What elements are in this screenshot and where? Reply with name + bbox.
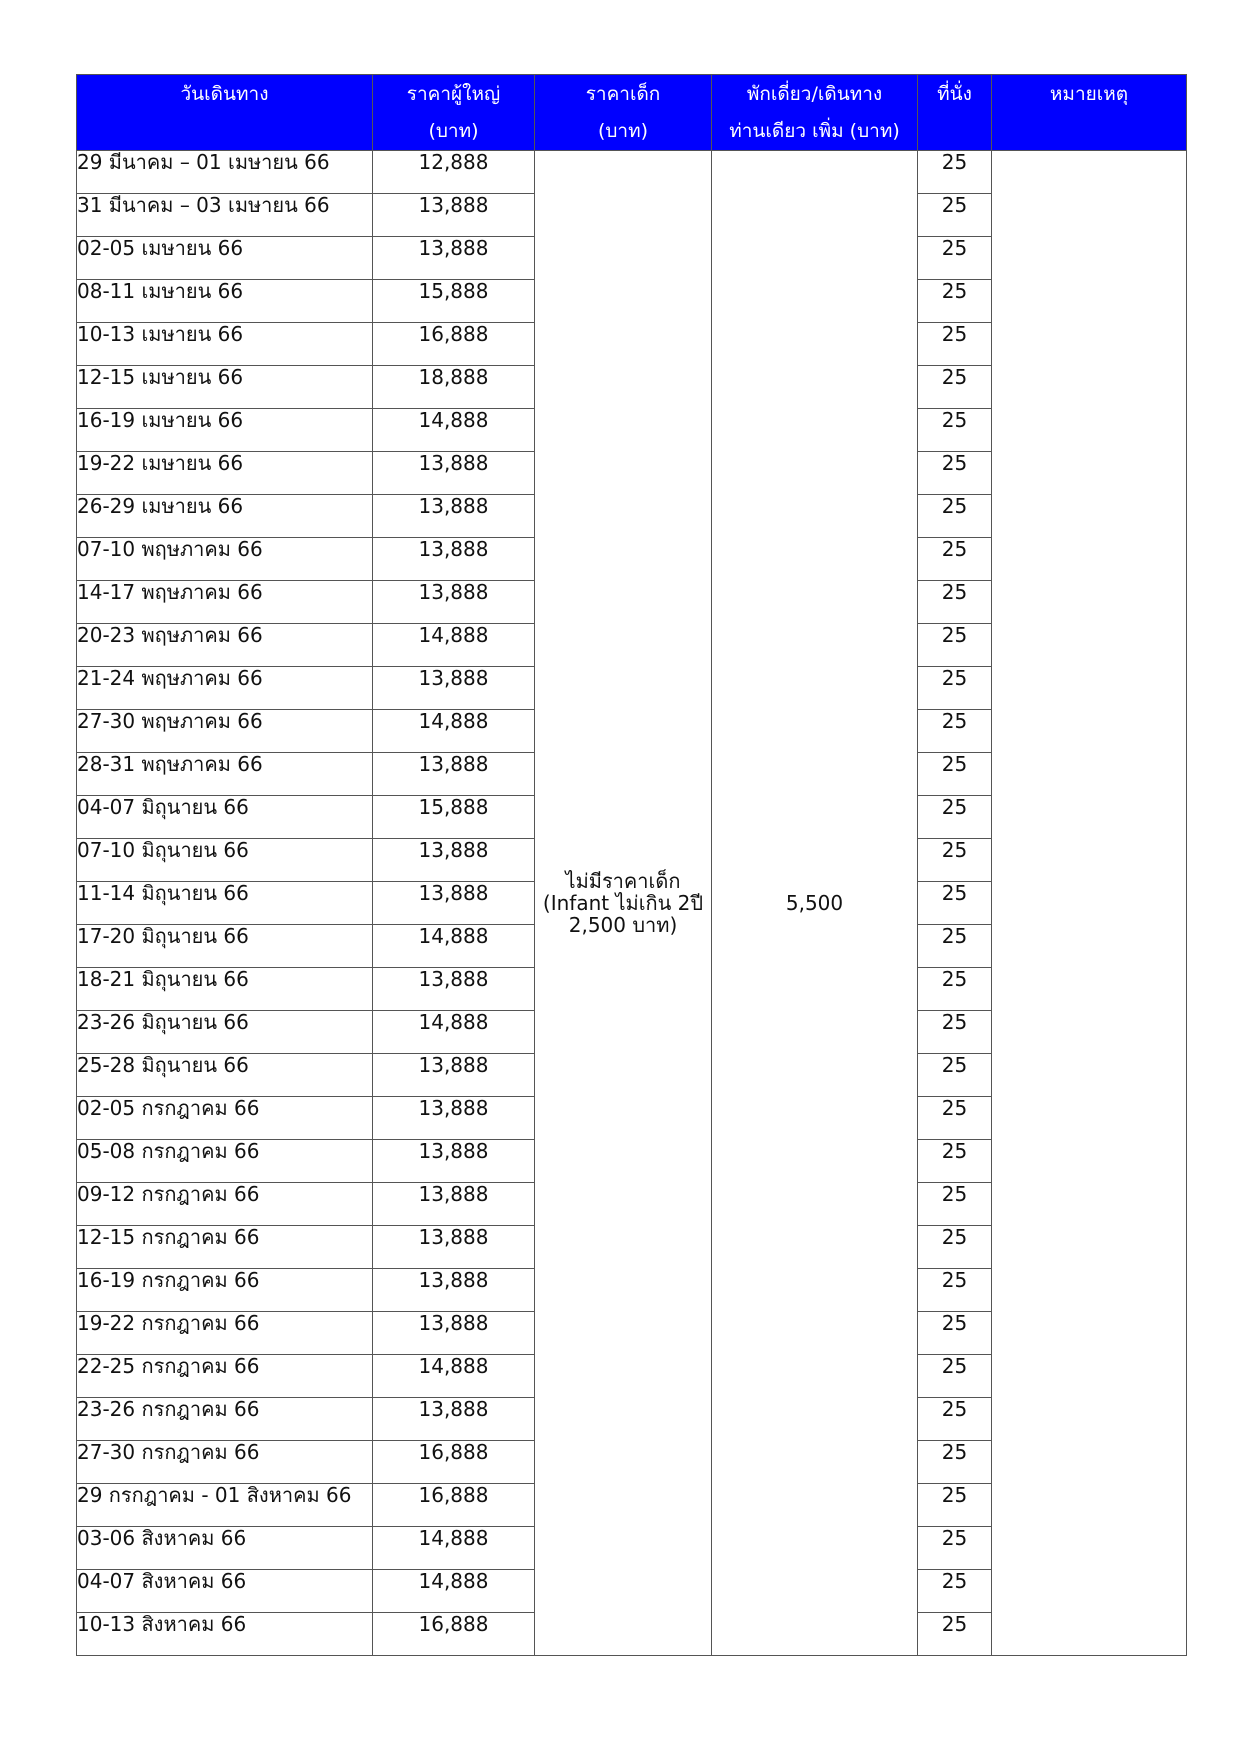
travel-date-cell: 02-05 เมษายน 66 bbox=[77, 237, 373, 280]
seats-cell: 25 bbox=[918, 409, 992, 452]
seats-cell: 25 bbox=[918, 237, 992, 280]
travel-date-cell: 09-12 กรกฎาคม 66 bbox=[77, 1183, 373, 1226]
header-row bbox=[77, 75, 1187, 151]
travel-date-cell: 19-22 กรกฎาคม 66 bbox=[77, 1312, 373, 1355]
seats-cell: 25 bbox=[918, 1613, 992, 1656]
adult-price-cell: 14,888 bbox=[373, 710, 535, 753]
header-single-supplement-line1: พักเดี่ยว/เดินทาง bbox=[746, 83, 883, 105]
travel-date-cell: 10-13 เมษายน 66 bbox=[77, 323, 373, 366]
seats-cell: 25 bbox=[918, 1097, 992, 1140]
adult-price-cell: 14,888 bbox=[373, 1527, 535, 1570]
header-single-supplement bbox=[712, 75, 918, 151]
header-travel-date bbox=[77, 75, 373, 151]
travel-date-cell: 05-08 กรกฎาคม 66 bbox=[77, 1140, 373, 1183]
header-seats bbox=[918, 75, 992, 151]
adult-price-cell: 13,888 bbox=[373, 581, 535, 624]
seats-cell: 25 bbox=[918, 452, 992, 495]
adult-price-cell: 13,888 bbox=[373, 538, 535, 581]
seats-cell: 25 bbox=[918, 1183, 992, 1226]
travel-date-cell: 16-19 กรกฎาคม 66 bbox=[77, 1269, 373, 1312]
travel-date-cell: 25-28 มิถุนายน 66 bbox=[77, 1054, 373, 1097]
adult-price-cell: 16,888 bbox=[373, 1441, 535, 1484]
adult-price-cell: 14,888 bbox=[373, 409, 535, 452]
child-price-cell bbox=[535, 151, 712, 1656]
travel-date-cell: 04-07 สิงหาคม 66 bbox=[77, 1570, 373, 1613]
travel-date-cell: 03-06 สิงหาคม 66 bbox=[77, 1527, 373, 1570]
header-adult-price-line2: (บาท) bbox=[428, 120, 479, 142]
adult-price-cell: 13,888 bbox=[373, 1054, 535, 1097]
seats-cell: 25 bbox=[918, 1269, 992, 1312]
seats-cell: 25 bbox=[918, 194, 992, 237]
travel-date-cell: 29 มีนาคม – 01 เมษายน 66 bbox=[77, 151, 373, 194]
header-seats-text: ที่นั่ง bbox=[937, 83, 972, 105]
seats-cell: 25 bbox=[918, 1570, 992, 1613]
header-child-price-line2: (บาท) bbox=[597, 120, 649, 142]
travel-date-cell: 26-29 เมษายน 66 bbox=[77, 495, 373, 538]
travel-date-cell: 22-25 กรกฎาคม 66 bbox=[77, 1355, 373, 1398]
travel-date-cell: 12-15 กรกฎาคม 66 bbox=[77, 1226, 373, 1269]
adult-price-cell: 13,888 bbox=[373, 1140, 535, 1183]
adult-price-cell: 12,888 bbox=[373, 151, 535, 194]
travel-date-cell: 31 มีนาคม – 03 เมษายน 66 bbox=[77, 194, 373, 237]
table-row bbox=[77, 151, 1187, 194]
header-remark-text: หมายเหตุ bbox=[1049, 83, 1129, 105]
travel-date-cell: 14-17 พฤษภาคม 66 bbox=[77, 581, 373, 624]
seats-cell: 25 bbox=[918, 1484, 992, 1527]
header-child-price bbox=[535, 75, 712, 151]
travel-date-cell: 07-10 มิถุนายน 66 bbox=[77, 839, 373, 882]
travel-date-cell: 02-05 กรกฎาคม 66 bbox=[77, 1097, 373, 1140]
seats-cell: 25 bbox=[918, 839, 992, 882]
seats-cell: 25 bbox=[918, 925, 992, 968]
adult-price-cell: 14,888 bbox=[373, 1570, 535, 1613]
adult-price-cell: 16,888 bbox=[373, 323, 535, 366]
travel-date-cell: 16-19 เมษายน 66 bbox=[77, 409, 373, 452]
adult-price-cell: 18,888 bbox=[373, 366, 535, 409]
seats-cell: 25 bbox=[918, 366, 992, 409]
adult-price-cell: 13,888 bbox=[373, 968, 535, 1011]
adult-price-cell: 13,888 bbox=[373, 495, 535, 538]
seats-cell: 25 bbox=[918, 1011, 992, 1054]
adult-price-cell: 13,888 bbox=[373, 1398, 535, 1441]
seats-cell: 25 bbox=[918, 796, 992, 839]
seats-cell: 25 bbox=[918, 1398, 992, 1441]
seats-cell: 25 bbox=[918, 1054, 992, 1097]
adult-price-cell: 13,888 bbox=[373, 237, 535, 280]
travel-date-cell: 18-21 มิถุนายน 66 bbox=[77, 968, 373, 1011]
seats-cell: 25 bbox=[918, 323, 992, 366]
adult-price-cell: 13,888 bbox=[373, 194, 535, 237]
seats-cell: 25 bbox=[918, 495, 992, 538]
seats-cell: 25 bbox=[918, 968, 992, 1011]
adult-price-cell: 13,888 bbox=[373, 667, 535, 710]
child-price-note-line: ไม่มีราคาเด็ก bbox=[565, 869, 681, 893]
seats-cell: 25 bbox=[918, 1527, 992, 1570]
price-table bbox=[76, 74, 1187, 1656]
seats-cell: 25 bbox=[918, 280, 992, 323]
travel-date-cell: 29 กรกฎาคม - 01 สิงหาคม 66 bbox=[77, 1484, 373, 1527]
seats-cell: 25 bbox=[918, 538, 992, 581]
adult-price-cell: 13,888 bbox=[373, 882, 535, 925]
seats-cell: 25 bbox=[918, 1355, 992, 1398]
header-child-price-line1: ราคาเด็ก bbox=[585, 83, 661, 105]
header-adult-price-line1: ราคาผู้ใหญ่ bbox=[406, 83, 501, 105]
adult-price-cell: 14,888 bbox=[373, 925, 535, 968]
travel-date-cell: 08-11 เมษายน 66 bbox=[77, 280, 373, 323]
travel-date-cell: 20-23 พฤษภาคม 66 bbox=[77, 624, 373, 667]
table-body bbox=[77, 151, 1187, 1656]
travel-date-cell: 27-30 กรกฎาคม 66 bbox=[77, 1441, 373, 1484]
adult-price-cell: 14,888 bbox=[373, 624, 535, 667]
seats-cell: 25 bbox=[918, 151, 992, 194]
header-single-supplement-line2: ท่านเดียว เพิ่ม (บาท) bbox=[729, 120, 900, 142]
adult-price-cell: 16,888 bbox=[373, 1484, 535, 1527]
seats-cell: 25 bbox=[918, 710, 992, 753]
table-header bbox=[77, 75, 1187, 151]
adult-price-cell: 16,888 bbox=[373, 1613, 535, 1656]
adult-price-cell: 13,888 bbox=[373, 1097, 535, 1140]
adult-price-cell: 15,888 bbox=[373, 796, 535, 839]
adult-price-cell: 13,888 bbox=[373, 753, 535, 796]
remark-cell bbox=[992, 151, 1187, 1656]
seats-cell: 25 bbox=[918, 1140, 992, 1183]
adult-price-cell: 13,888 bbox=[373, 1269, 535, 1312]
travel-date-cell: 04-07 มิถุนายน 66 bbox=[77, 796, 373, 839]
header-adult-price bbox=[373, 75, 535, 151]
travel-date-cell: 23-26 กรกฎาคม 66 bbox=[77, 1398, 373, 1441]
adult-price-cell: 13,888 bbox=[373, 839, 535, 882]
adult-price-cell: 13,888 bbox=[373, 1226, 535, 1269]
seats-cell: 25 bbox=[918, 581, 992, 624]
seats-cell: 25 bbox=[918, 1226, 992, 1269]
adult-price-cell: 15,888 bbox=[373, 280, 535, 323]
child-price-note-line: (Infant ไม่เกิน 2ปี bbox=[542, 891, 704, 915]
travel-date-cell: 10-13 สิงหาคม 66 bbox=[77, 1613, 373, 1656]
travel-date-cell: 28-31 พฤษภาคม 66 bbox=[77, 753, 373, 796]
travel-date-cell: 23-26 มิถุนายน 66 bbox=[77, 1011, 373, 1054]
seats-cell: 25 bbox=[918, 753, 992, 796]
travel-date-cell: 19-22 เมษายน 66 bbox=[77, 452, 373, 495]
travel-date-cell: 11-14 มิถุนายน 66 bbox=[77, 882, 373, 925]
child-price-note-line: 2,500 บาท) bbox=[568, 913, 678, 937]
travel-date-cell: 17-20 มิถุนายน 66 bbox=[77, 925, 373, 968]
adult-price-cell: 14,888 bbox=[373, 1355, 535, 1398]
travel-date-cell: 07-10 พฤษภาคม 66 bbox=[77, 538, 373, 581]
single-supplement-cell: 5,500 bbox=[712, 151, 918, 1656]
seats-cell: 25 bbox=[918, 882, 992, 925]
travel-date-cell: 12-15 เมษายน 66 bbox=[77, 366, 373, 409]
seats-cell: 25 bbox=[918, 624, 992, 667]
header-remark bbox=[992, 75, 1187, 151]
header-travel-date-text: วันเดินทาง bbox=[180, 83, 269, 105]
seats-cell: 25 bbox=[918, 1441, 992, 1484]
travel-date-cell: 21-24 พฤษภาคม 66 bbox=[77, 667, 373, 710]
travel-date-cell: 27-30 พฤษภาคม 66 bbox=[77, 710, 373, 753]
adult-price-cell: 13,888 bbox=[373, 452, 535, 495]
adult-price-cell: 14,888 bbox=[373, 1011, 535, 1054]
seats-cell: 25 bbox=[918, 667, 992, 710]
adult-price-cell: 13,888 bbox=[373, 1183, 535, 1226]
seats-cell: 25 bbox=[918, 1312, 992, 1355]
adult-price-cell: 13,888 bbox=[373, 1312, 535, 1355]
